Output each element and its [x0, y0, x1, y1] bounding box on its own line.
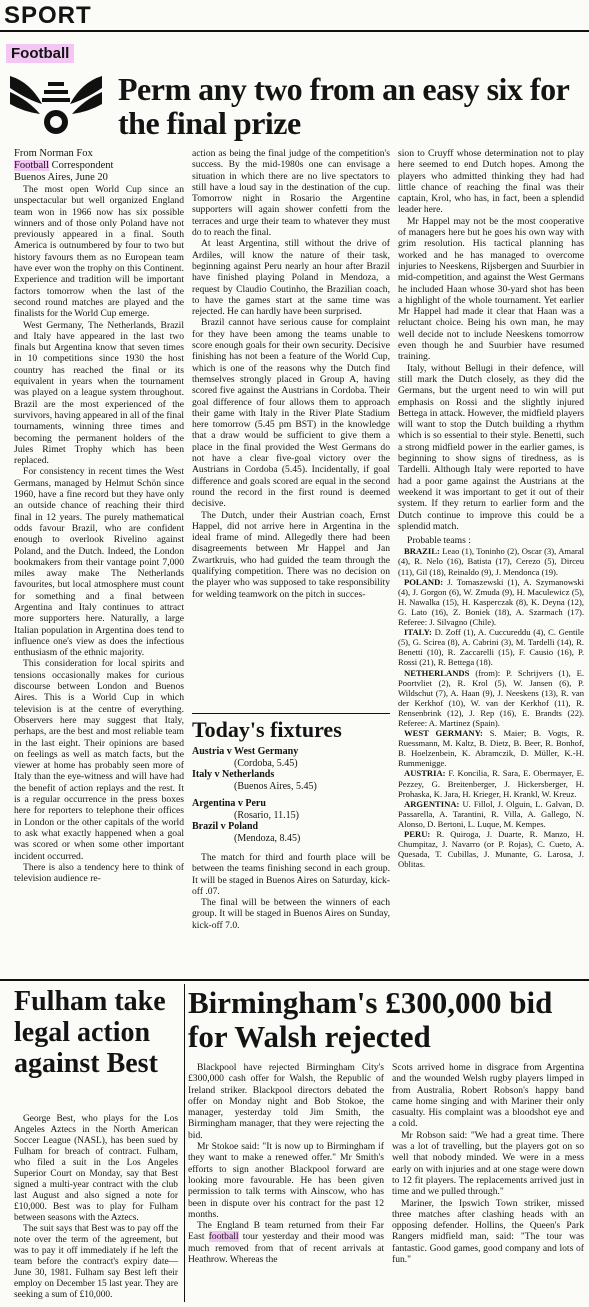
section-header — [0, 2, 589, 32]
paragraph: The final will be between the winners of each group. It will be staged in Buenos Aires on Sunday, kick-off 7.0. — [192, 897, 390, 931]
fixtures-rule — [192, 713, 390, 714]
team-players: U. Fillol, J. Olguin, L. Galvan, D. Passarella, A. Tarantini, R. Villa, A. Gallego, N. Alonso, D. Bertoni, L. Luque, M. Kempes. — [398, 798, 584, 829]
paragraph: Mr Robson said: "We had a great time. There was a lot of travelling, but the players got on so well that nobody minded. We were in a mess early on with injuries and at one stage were down to 12 fit players. The replacements arrived just in time and we pulled through." — [392, 1129, 584, 1198]
birmingham-column-2 — [392, 1062, 584, 1265]
team-players: R. Quiroga, J. Duarte, R. Manzo, H. Chumpitaz, J. Navarro (or P. Rojas), C. Cueto, A. Quesada, T. Cubillas, J. Munante, G. Larosa, J. Oblitas. — [398, 829, 584, 870]
fixture-teams: Austria v West Germany — [192, 746, 299, 757]
team-name: NETHERLANDS — [404, 667, 470, 678]
paragraph: The suit says that Best was to pay off the note over the term of the agreement, but was to pay it off immediately if he left the team before the contract's expiry date—June 30, 1981. Fulham say Best left their employ on December 15 last year. They are seeking a sum of £10,000. — [14, 1224, 178, 1300]
paragraph: Italy, without Bellugi in their defence, will still mark the Dutch closely, as they did the Germans, but the urgent need to win will put emphasis on Rossi and the slightly injured Bettega in attack. However, the midfield players will want to stop the Dutch building a rhythm which is so essential to their style. Benetti, such a strong midfield power in the earlier games, is beginning to show signs of tiredness, as is Tardelli. Although Italy were reported to have had a poor game against the Austrians at the weekend it was important to get it out of their system. If they return to earlier form and the Dutch continue to improve this could be a splendid match. — [398, 362, 584, 532]
paragraph: Blackpool have rejected Birmingham City's £300,000 cash offer for Walsh, the Republic of Ireland striker. Blackpool directors debated the offer on Monday night and Bob Stokoe, the manager, yesterday told Jim Smith, the Birmingham manager, that they were rejecting the bid. — [188, 1062, 384, 1141]
team-name: AUSTRIA: — [404, 768, 446, 779]
team-players: J. Tomaszewski (1), A. Szymanowski (4), J. Gorgon (6), W. Zmuda (9), H. Maculewicz (5), H. Nawalka (15), H. Kasperczak (8), K. Deyna (12), G. Lato (16), Z. Boniek (18), A. Szarmach (17). Referee: J. Silvagno (Chile). — [398, 576, 584, 628]
team-players: Leao (1), Toninho (2), Oscar (3), Amaral (4), R. Nelo (16), Batista (17), Cerezo (5), Dirceu (11), Gil (18), Reinaldo (9), J. Mendonca (19). — [398, 546, 584, 577]
paragraph-end: tour yesterday and their mood was much removed from that of recent arrivals at Heathrow. Whereas the — [188, 1231, 385, 1266]
byline-role-suffix: Correspondent — [49, 160, 114, 171]
paragraph: For consistency in recent times the West Germans, managed by Helmut Schön since 1960, have a fine record but they have only an outside chance of reaching their third final in 12 years. The purely mathematical odds favour Brazil, who are confident enough to overlook Rivelino against Poland, and the Dutch. Indeed, the London bookmakers from their vantage point 7,000 miles away make The Netherlands favourites, but local atmosphere must count for something and a final between Argentina and Italy continues to attract more supporters here. Naturally, a large Italian population in Argentina does tend to influence one's view as does the infectious enthusiasm of the ethnic majority. — [14, 466, 184, 659]
paragraph: Mariner, the Ipswich Town striker, missed three matches after clashing heads with an opposing defender. Hollins, the Queen's Park Rangers midfield man, said: "The tour was fantastic. Good games, good company and lots of fun." — [392, 1197, 584, 1266]
team-players: S. Maier; B. Vogts, R. Ruessmann, M. Kaltz, B. Dietz, B. Beer, R. Bonhof, B. Hoelzenbein, K. Abramczik, D. Müller, K.-H. Rummenigge. — [398, 728, 584, 769]
fulham-headline: Fulham take legal action against Best — [14, 986, 166, 1079]
team-players: D. Zoff (1), A. Cuccureddu (4), C. Gentile (5), G. Scirea (8), A. Cabrini (3), M. Tardelli (14), R. Benetti (10), R. Zaccarelli (15), F. Causio (16), P. Rossi (21), R. Bettega (18). — [398, 627, 584, 668]
section-divider — [0, 979, 589, 981]
team-name: BRAZIL: — [404, 546, 440, 557]
team-entry — [398, 768, 584, 798]
team-players: F. Koncilia, R. Sara, E. Obermayer, E. Pezzey, G. Breitenberger, J. Hickersberger, H. Prohaska, K. Jara, H. Krieger, H. Krankl, W. Kreuz. — [398, 768, 585, 799]
fixture-teams: Argentina v Peru — [192, 798, 266, 809]
probable-teams-label: Probable teams : — [407, 535, 471, 547]
fixture-venue: (Mendoza, 8.45) — [234, 832, 301, 844]
team-entry — [398, 799, 584, 829]
team-entry — [398, 577, 584, 627]
paragraph: West Germany, The Netherlands, Brazil and Italy have appeared in the last two finals but Argentina know that seven times in 10 competitions since 1930 the host country has reached the final or its equivalent in years when the tournament was played on a league system throughout. Brazil are the most experienced of the survivors, having appeared in all of the final tournaments, winning three times and becoming the permanent holders of the Jules Rimet Trophy which has been replaced. — [14, 319, 184, 467]
paragraph: The Dutch, under their Austrian coach, Ernst Happel, did not arrive here in Argentina in the ideal frame of mind. Allegedly there had been disagreements between Mr Happel and Jan Zwartkruis, who had guided the team through the qualifying competition. There was no decision on the player who was supposed to take responsibility for welding teamwork on the pitch in succes- — [192, 509, 390, 600]
article-column-3 — [398, 148, 584, 869]
team-entry — [398, 829, 584, 869]
paragraph: The match for third and fourth place will be between the teams finishing second in each group. It will be staged in Buenos Aires on Saturday, kick-off .07. — [192, 852, 390, 897]
section-title: SPORT — [4, 2, 92, 29]
fulham-body — [14, 1114, 178, 1301]
team-players: (from): P. Schrijvers (1), E. Poortvliet (2), R. Krol (5), W. Jansen (6), P. Wildschut (7), A. Haan (9), J. Neeskens (13), R. van der Kerkhof (10), W. van der Kerkhof (11), R. Rensenbrink (12), J. Rep (16), E. Brandts (22). Referee: A. Martinez (Spain). — [398, 667, 584, 728]
byline-role-highlight: Football — [14, 160, 50, 171]
paragraph: This consideration for local spirits and tensions occasionally makes for curious discourse between London and Buenos Aires. This is a World Cup in which television is at the centre of everything. Observers here may suggest that Italy, perhaps, are the best and most reliable team in the last eight. Their opinions are based on feelings as well as match facts, but the viewer at home has probably seen more of Italy than the eye-witness and will have had the benefit of action replays and the rest. It is a regular occurrence in the press boxes here for reporters to telephone their offices in London or the other capitals of the world to ask what exactly happened when a goal was scored or when some other important incident occurred. — [14, 658, 184, 862]
fixtures-title: Today's fixtures — [192, 717, 342, 742]
paragraph: There is also a tendency here to think of television audience re- — [14, 861, 184, 885]
article-column-1 — [14, 148, 184, 884]
headline: Perm any two from an easy six for the final prize — [118, 71, 569, 141]
byline-dateline: Buenos Aires, June 20 — [14, 172, 108, 183]
fixture-venue: (Buenos Aires, 5.45) — [234, 780, 317, 792]
team-name: PERU: — [404, 829, 431, 840]
team-entry — [398, 627, 584, 667]
paragraph: Brazil cannot have serious cause for complaint for they have been among the teams unable to score enough goals for their own security. Decisive finishing has not been a feature of the World Cup, which is one of the reasons why the Dutch find themselves strongly placed in Group A, having scored five against the Austrians in Cordoba. Their goal difference of four allows them to approach their game with Italy in the River Plate Stadium here tomorrow (5.45 pm BST) in the knowledge that a draw would be sufficient to give them a place in the final provided the West Germans do not have a clear five-goal victory over the Austrians in Cordoba (5.45). Incidentally, if goal difference and goals scored are equal in the second round the record in the first round is deemed decisive. — [192, 317, 390, 510]
paragraph: The most open World Cup since an unspectacular but well organized England team won in 1966 now has six possible winners and of those only Poland have not previously appeared in a final. South America is outnumbered by four to two but history favours them as no European team have ever won the trophy on this Continent. Experience and tradition will be important factors tomorrow when the last of the second round matches are played and the finalists for the World Cup emerge. — [14, 184, 184, 320]
fixtures-notes — [192, 852, 390, 931]
paragraph — [188, 1220, 384, 1265]
team-entry — [398, 668, 584, 729]
paragraph: George Best, who plays for the Los Angeles Aztecs in the North American Soccer League (NASL), has been sued by Fulham for breach of contract. Fulham, who filed a suit in the Los Angeles Superior Court on Monday, say that Best signed a multi-year contract with the club last August and also signed a note for £10,000. Best was to play for Fulham between seasons with the Aztecs. — [14, 1114, 178, 1223]
teams-list — [398, 546, 584, 869]
team-name: ARGENTINA: — [404, 798, 460, 809]
byline — [14, 148, 184, 184]
paragraph: action as being the final judge of the competition's success. By the mid-1980s one can envisage a situation in which there are no live spectators to still have a loud say in the destination of the cup. Tomorrow night in Rosario the Argentine supporters will again shower confetti from the terraces and urge their team to whatever they must do to reach the final. — [192, 148, 390, 239]
paragraph: sion to Cruyff whose determination not to play here seemed to end Dutch hopes. Among the players who admitted thinking they had had little chance of reaching the final was their captain, Krol, who has, in fact, been a splendid leader here. — [398, 148, 584, 216]
paragraph: Mr Happel may not be the most cooperative of managers here but he goes his own way with grim resolution. His tactical planning has worked and he has managed to overcome injuries to Neeskens, Rijsbergen and Suurbier in mid-competition, and against the West Germans he included Haan whose 30-yard shot has been a highlight of the whole tournament. Yet earlier Mr Happel had made it clear that Haan was a reluctant choice. Being his own man, he may well decide not to include Neeskens tomorrow even though he and Suurbier have resumed training. — [398, 215, 584, 363]
byline-author: From Norman Fox — [14, 148, 93, 159]
world-cup-logo-icon — [8, 74, 104, 138]
birmingham-headline: Birmingham's £300,000 bid for Walsh rejected — [188, 985, 553, 1054]
team-name: POLAND: — [404, 576, 444, 587]
paragraph: Mr Stokoe said: "It is now up to Birmingham if they want to make a renewed offer." Mr Smith's efforts to sign another Blackpool forward are looking more favourable. He has been given permission to talk terms with Ainscow, who has been in dispute over his contract for the past 12 months. — [188, 1141, 384, 1220]
football-tag: Football — [6, 44, 74, 63]
fixture-venue: (Cordoba, 5.45) — [234, 757, 298, 769]
football-highlight: football — [208, 1231, 239, 1243]
paragraph-start: The England B team returned from their Far East — [188, 1220, 384, 1243]
team-entry — [398, 728, 584, 768]
team-name: WEST GERMANY: — [404, 728, 483, 739]
fixtures-box — [192, 718, 390, 931]
fixture-teams: Brazil v Poland — [192, 821, 259, 832]
fixture-list — [192, 746, 390, 844]
birmingham-column-1 — [188, 1062, 384, 1265]
paragraph: At least Argentina, still without the drive of Ardiles, will know the nature of their task, beginning against Peru nearly an hour after Brazil have finished playing Poland in Mendoza, a request by Claudio Coutinho, the Brazilian coach, to have the games start at the same time was rejected. He can hardly have been surprised. — [192, 238, 390, 318]
fixture-teams: Italy v Netherlands — [192, 769, 275, 780]
column-divider — [184, 984, 185, 1302]
fixture-venue: (Rosario, 11.15) — [234, 809, 299, 821]
team-entry — [398, 546, 584, 576]
byline-role — [14, 160, 184, 172]
team-name: ITALY: — [404, 627, 432, 638]
paragraph: Scots arrived home in disgrace from Argentina and the wounded Welsh rugby players limped in from Australia, Robert Robson's happy band came home singing and with Mariner their only casualty. His complaint was a bloodshot eye and a cold. — [392, 1062, 584, 1130]
article-column-2 — [192, 148, 390, 600]
